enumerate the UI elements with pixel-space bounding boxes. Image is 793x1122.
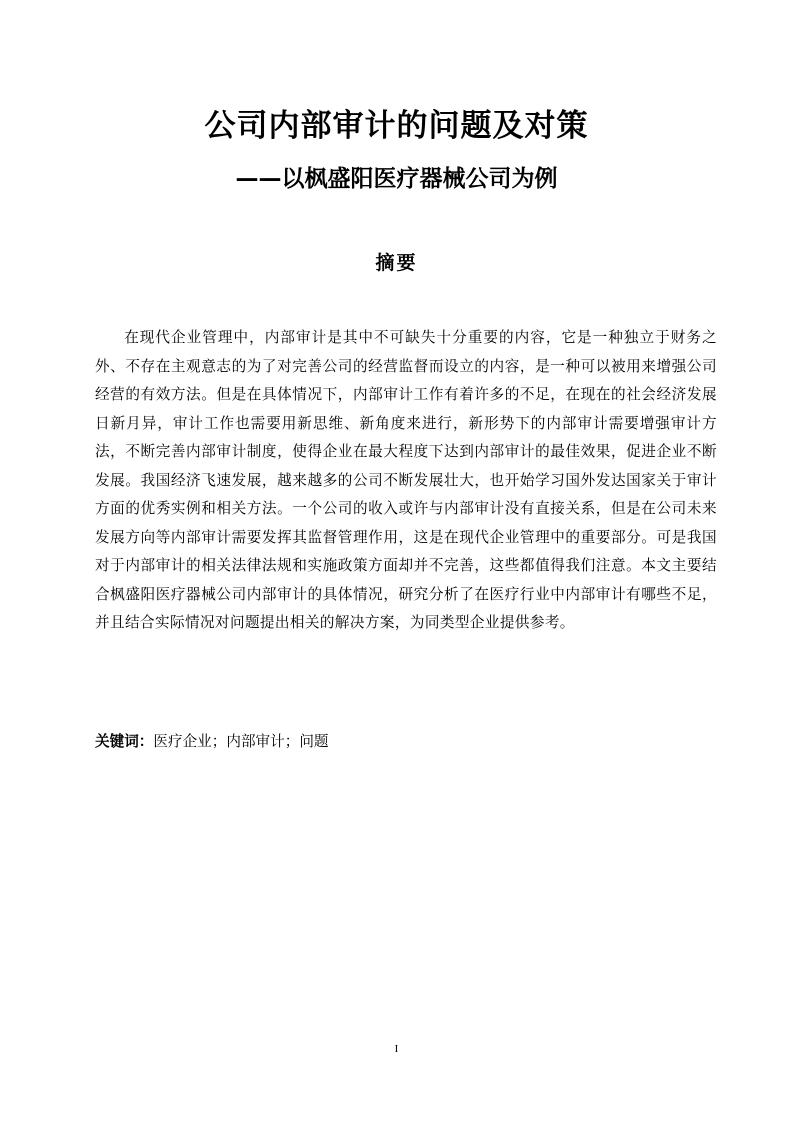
document-title: 公司内部审计的问题及对策 bbox=[204, 108, 589, 144]
abstract-heading: 摘要 bbox=[375, 252, 418, 274]
page-number: I bbox=[394, 1043, 399, 1055]
document-subtitle: ——以枫盛阳医疗器械公司为例 bbox=[235, 166, 558, 192]
keywords-text: 医疗企业；内部审计；问题 bbox=[153, 733, 329, 750]
abstract-body: 在现代企业管理中，内部审计是其中不可缺失十分重要的内容，它是一种独立于财务之外、不存在主观意志的为了对完善公司的经营监督而设立的内容，是一种可以被用来增强公司经营的有效方法。但是在具体情况下，内部审计工作有着许多的不足，在现在的社会经济发展日新月异，审计工作也需要用新思维、新角度来进行，新形势下的内部审计需要增强审计方法，不断完善内部审计制度，使得企业在最大程度下达到内部审计的最佳效果，促进企业不断发展。我国经济飞速发展，越来越多的公司不断发展壮大，也开始学习国外发达国家关于审计方面的优秀实例和相关方法。一个公司的收入或许与内部审计没有直接关系，但是在公司未来发展方向等内部审计需要发挥其监督管理作用，这是在现代企业管理中的重要部分。可是我国对于内部审计的相关法律法规和实施政策方面却并不完善，这些都值得我们注意。本文主要结合枫盛阳医疗器械公司内部审计的具体情况，研究分析了在医疗行业中内部审计有哪些不足，并且结合实际情况对问题提出相关的解决方案，为同类型企业提供参考。 bbox=[95, 329, 717, 631]
keywords-label: 关键词： bbox=[95, 733, 154, 750]
keywords-line bbox=[95, 728, 329, 756]
